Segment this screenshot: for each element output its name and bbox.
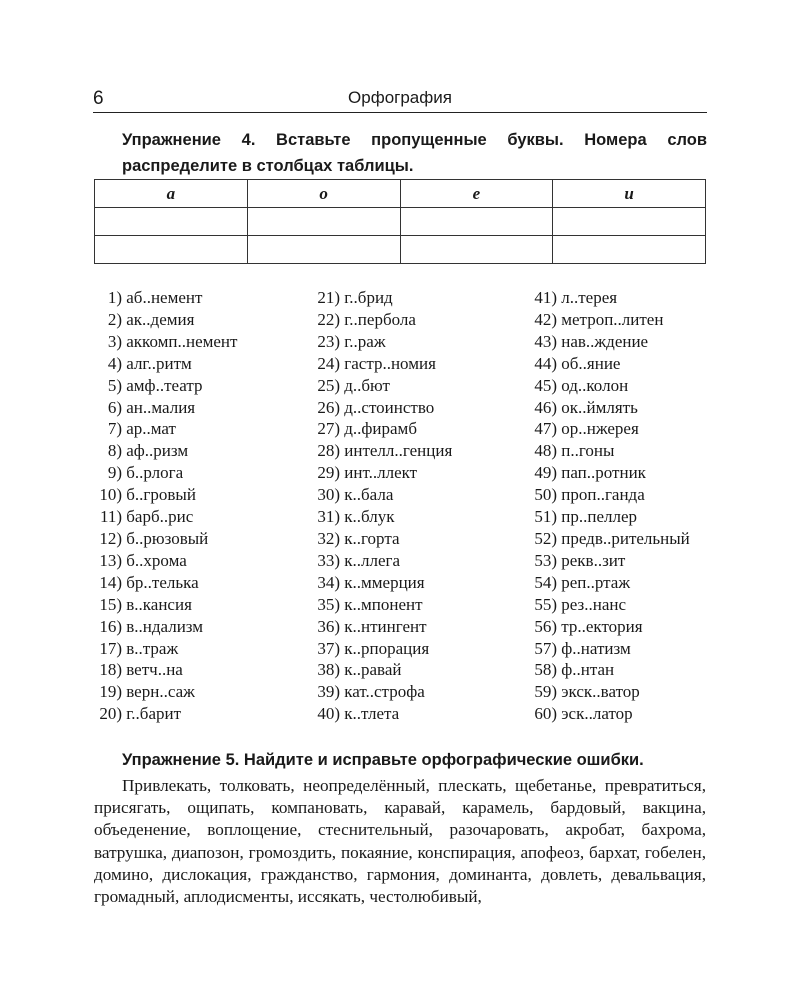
item-number: 48) [534,441,557,461]
page-header [93,86,707,113]
item-number: 42) [534,309,557,329]
item-number: 36) [317,616,340,636]
item-number: 27) [317,419,340,439]
item-number: 29) [317,463,340,483]
word-column-2 [312,287,452,725]
table-cell[interactable] [95,236,248,264]
item-word: к..блук [344,507,395,527]
list-item [94,353,237,375]
item-number: 39) [317,682,340,702]
item-word: пр..пеллер [561,507,638,527]
item-number: 56) [534,616,557,636]
list-item [312,397,452,419]
list-item [312,375,452,397]
item-number: 33) [317,550,340,570]
list-item [529,572,690,594]
list-item [312,506,452,528]
item-number: 21) [317,288,340,307]
item-word: д..фирамб [344,419,417,439]
item-number: 30) [317,485,340,505]
item-number: 10) [99,485,122,505]
item-word: рез..нанс [561,594,627,614]
item-word: к..ллега [344,550,401,570]
item-word: ан..малия [126,397,196,417]
item-word: нав..ждение [561,331,649,351]
word-column-1 [94,287,237,725]
item-word: верн..саж [126,682,195,702]
item-word: метроп..литен [561,309,664,329]
item-word: к..мпонент [344,594,423,614]
item-word: гастр..номия [344,353,436,373]
item-number: 13) [99,550,122,570]
exercise-5-heading: Упражнение 5. Найдите и исправьте орфографические ошибки. [122,751,644,769]
item-number: 28) [317,441,340,461]
list-item [312,572,452,594]
item-word: инт..ллект [344,463,418,483]
list-item [312,287,452,309]
item-word: барб..рис [126,507,194,527]
list-item [529,331,690,353]
item-number: 54) [534,572,557,592]
item-word: об..яние [561,353,621,373]
item-word: п..гоны [561,441,615,461]
list-item [94,572,237,594]
item-word: бр..телька [126,572,199,592]
list-item [312,418,452,440]
item-word: аб..немент [126,288,203,307]
item-number: 40) [317,704,340,724]
list-item [529,659,690,681]
list-item [94,638,237,660]
item-number: 38) [317,660,340,680]
item-number: 41) [534,288,557,307]
item-number: 57) [534,638,557,658]
list-item [312,353,452,375]
item-word: тр..ектория [561,616,643,636]
table-header-i: и [553,180,706,208]
item-number: 46) [534,397,557,417]
list-item [94,331,237,353]
item-number: 9) [107,463,122,483]
item-word: к..горта [344,528,400,548]
running-title: Орфография [348,88,452,107]
item-number: 24) [317,353,340,373]
list-item [94,309,237,331]
item-number: 12) [99,528,122,548]
item-word: кат..строфа [344,682,425,702]
table-cell[interactable] [247,208,400,236]
list-item [312,703,452,725]
item-number: 5) [107,375,122,395]
item-word: г..раж [344,331,386,351]
answer-table [94,179,706,264]
item-word: ф..нтан [561,660,615,680]
item-number: 11) [99,507,122,527]
list-item [529,550,690,572]
list-item [312,681,452,703]
item-number: 6) [107,397,122,417]
item-number: 7) [107,419,122,439]
item-word: аккомп..немент [126,331,238,351]
item-word: интелл..генция [344,441,453,461]
list-item [94,659,237,681]
item-number: 53) [534,550,557,570]
item-number: 45) [534,375,557,395]
item-word: в..ндализм [126,616,204,636]
list-item [529,375,690,397]
list-item [529,309,690,331]
item-number: 31) [317,507,340,527]
item-word: к..тлета [344,704,400,724]
list-item [312,462,452,484]
item-number: 43) [534,331,557,351]
item-word: б..рюзовый [126,528,209,548]
list-item [312,616,452,638]
list-item [312,440,452,462]
item-word: ор..нжерея [561,419,639,439]
table-cell[interactable] [95,208,248,236]
item-word: ветч..на [126,660,183,680]
item-number: 55) [534,594,557,614]
item-number: 26) [317,397,340,417]
item-number: 51) [534,507,557,527]
item-number: 18) [99,660,122,680]
item-number: 3) [107,331,122,351]
item-word: в..кансия [126,594,192,614]
table-header-row [95,180,706,208]
list-item [529,418,690,440]
list-item [529,528,690,550]
item-word: г..барит [126,704,182,724]
table-header-a: а [95,180,248,208]
table-cell[interactable] [553,208,706,236]
item-word: г..брид [344,288,393,307]
item-number: 47) [534,419,557,439]
item-word: к..равай [344,660,402,680]
item-word: ок..ймлять [561,397,638,417]
list-item [529,462,690,484]
item-number: 52) [534,528,557,548]
list-item [529,638,690,660]
item-number: 23) [317,331,340,351]
item-word: реп..ртаж [561,572,631,592]
item-word: эск..латор [561,704,633,724]
table-header-o: о [247,180,400,208]
item-word: л..терея [561,288,618,307]
item-word: од..колон [561,375,629,395]
list-item [529,681,690,703]
item-word: аф..ризм [126,441,189,461]
item-word: предв..рительный [561,528,690,548]
list-item [529,616,690,638]
item-word: в..траж [126,638,179,658]
item-word: к..ммерция [344,572,425,592]
item-number: 20) [99,704,122,724]
item-number: 32) [317,528,340,548]
list-item [94,375,237,397]
item-word: б..рлога [126,463,184,483]
list-item [312,638,452,660]
list-item [529,287,690,309]
word-column-3 [529,287,690,725]
list-item [94,484,237,506]
item-number: 2) [107,309,122,329]
list-item [529,594,690,616]
item-number: 4) [107,353,122,373]
list-item [312,594,452,616]
list-item [529,703,690,725]
item-word: д..стоинство [344,397,435,417]
list-item [94,287,237,309]
item-number: 59) [534,682,557,702]
page-number: 6 [93,88,104,109]
item-number: 37) [317,638,340,658]
item-number: 35) [317,594,340,614]
list-item [94,462,237,484]
list-item [94,550,237,572]
item-number: 50) [534,485,557,505]
item-number: 15) [99,594,122,614]
list-item [312,550,452,572]
item-word: ф..натизм [561,638,631,658]
item-word: б..хрома [126,550,187,570]
item-word: к..рпорация [344,638,430,658]
table-row [95,208,706,236]
item-number: 60) [534,704,557,724]
item-word: рекв..зит [561,550,626,570]
item-number: 1) [107,288,122,307]
item-number: 44) [534,353,557,373]
item-word: б..гровый [126,485,196,505]
list-item [312,659,452,681]
item-word: амф..театр [126,375,203,395]
item-number: 14) [99,572,122,592]
item-number: 34) [317,572,340,592]
list-item [94,681,237,703]
item-word: к..нтингент [344,616,427,636]
list-item [312,484,452,506]
exercise-4-heading: Упражнение 4. Вставьте пропущенные буквы. Номера слов распределите в столбцах таблицы. [122,131,707,175]
list-item [529,353,690,375]
item-word: г..пербола [344,309,416,329]
table-row [95,236,706,264]
list-item [94,616,237,638]
table-cell[interactable] [400,208,553,236]
list-item [94,418,237,440]
item-word: проп..ганда [561,485,645,505]
list-item [312,528,452,550]
list-item [529,506,690,528]
item-word: пап..ротник [561,463,646,483]
item-word: алг..ритм [126,353,192,373]
item-number: 58) [534,660,557,680]
item-number: 22) [317,309,340,329]
list-item [94,440,237,462]
list-item [94,528,237,550]
item-number: 17) [99,638,122,658]
item-number: 25) [317,375,340,395]
item-number: 8) [107,441,122,461]
item-number: 49) [534,463,557,483]
list-item [312,309,452,331]
list-item [529,484,690,506]
table-header-e: е [400,180,553,208]
item-word: к..бала [344,485,394,505]
table-cell[interactable] [400,236,553,264]
list-item [94,506,237,528]
item-number: 16) [99,616,122,636]
list-item [94,703,237,725]
list-item [94,594,237,616]
item-word: экск..ватор [561,682,640,702]
item-word: ак..демия [126,309,195,329]
list-item [312,331,452,353]
item-word: ар..мат [126,419,176,439]
list-item [529,397,690,419]
list-item [529,440,690,462]
exercise-5-text: Привлекать, толковать, неопределённый, плескать, щебетанье, превратиться, присягать, ощипать, компановать, каравай, карамель, бардовый, вакцина, объеденение, воплощение, стеснительный, разочаровать, акробат, бахрома, ватрушка, диапозон, громоздить, покаяние, конспирация, апофеоз, бархат, гобелен, домино, дислокация, гражданство, гармония, доминанта, довлеть, девальвация, громадный, аплодисменты, иссякать, честолюбивый, [94,776,706,907]
item-word: д..бют [344,375,390,395]
table-cell[interactable] [553,236,706,264]
item-number: 19) [99,682,122,702]
table-cell[interactable] [247,236,400,264]
list-item [94,397,237,419]
